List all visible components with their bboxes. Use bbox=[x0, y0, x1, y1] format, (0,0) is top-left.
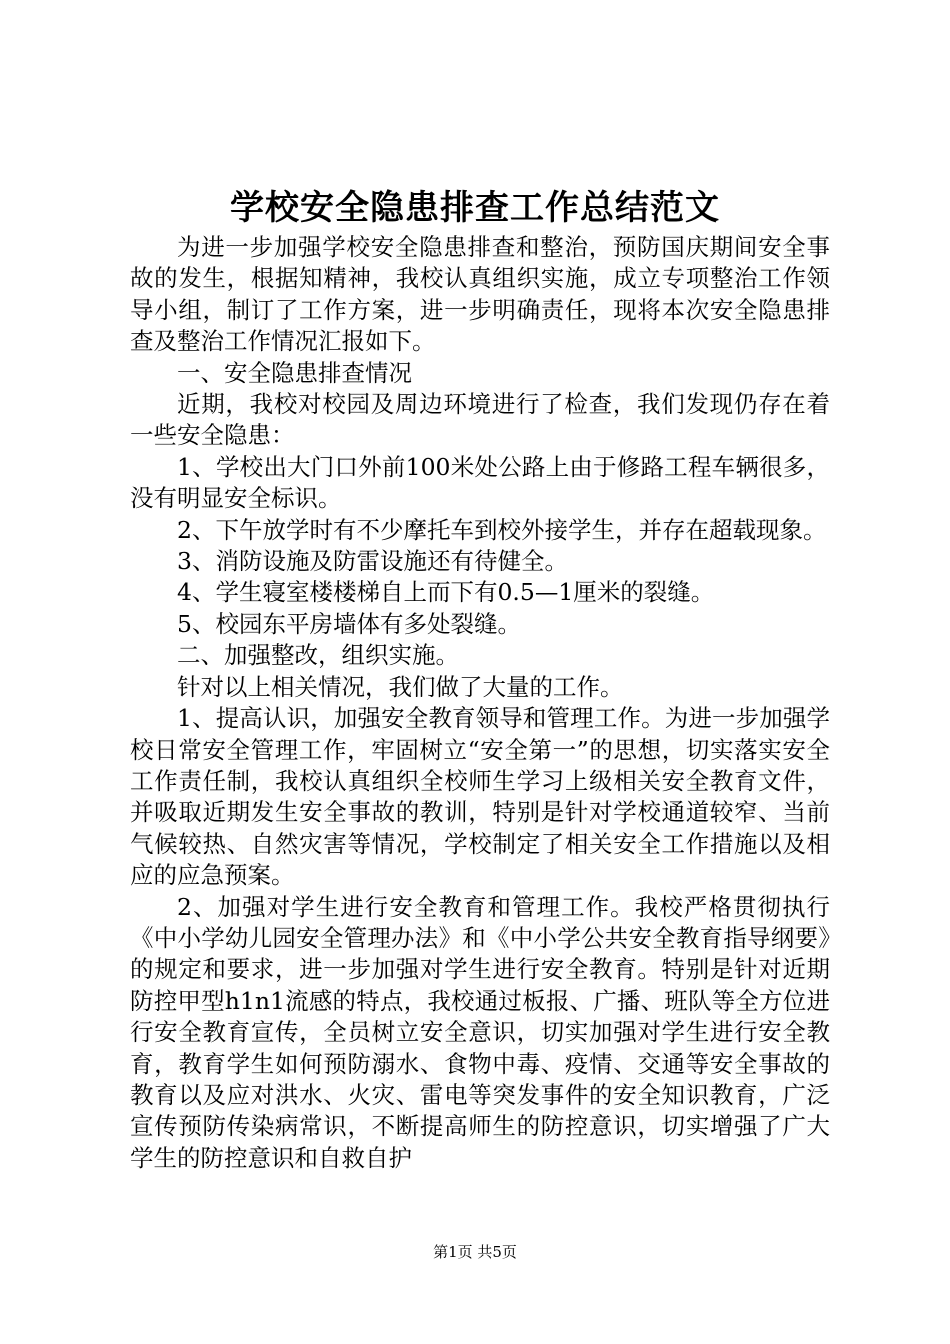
section-heading-1: 一、安全隐患排查情况 bbox=[177, 358, 412, 387]
list-item: 5、校园东平房墙体有多处裂缝。 bbox=[177, 609, 521, 638]
paragraph: 1、提高认识，加强安全教育领导和管理工作。为进一步加强学校日常安全管理工作，牢固树立“安全第一”的思想，切实落实安全工作责任制，我校认真组织全校师生学习上级相关安全教育文件，并吸取近期发生安全事故的教训，特别是针对学校通道较窄、当前气候较热、自然灾害等情况，学校制定了相关安全工作措施以及相应的应急预案。 bbox=[130, 704, 830, 890]
document-title: 学校安全隐患排查工作总结范文 bbox=[230, 188, 720, 228]
document-body bbox=[130, 232, 830, 1174]
list-item: 3、消防设施及防雷设施还有待健全。 bbox=[177, 547, 568, 576]
paragraph: 2、加强对学生进行安全教育和管理工作。我校严格贯彻执行《中小学幼儿园安全管理办法》和《中小学公共安全教育指导纲要》的规定和要求，进一步加强对学生进行安全教育。特别是针对近期防控甲型h1n1流感的特点，我校通过板报、广播、班队等全方位进行安全教育宣传，全员树立安全意识，切实加强对学生进行安全教育，教育学生如何预防溺水、食物中毒、疫情、交通等安全事故的教育以及应对洪水、火灾、雷电等突发事件的安全知识教育，广泛宣传预防传染病常识，不断提高师生的防控意识，切实增强了广大学生的防控意识和自救自护 bbox=[130, 892, 830, 1172]
list-item: 4、学生寝室楼楼梯自上而下有0.5—1厘米的裂缝。 bbox=[177, 578, 715, 607]
paragraph-intro: 为进一步加强学校安全隐患排查和整治，预防国庆期间安全事故的发生，根据知精神，我校认真组织实施，成立专项整治工作领导小组，制订了工作方案，进一步明确责任，现将本次安全隐患排查及整治工作情况汇报如下。 bbox=[130, 233, 830, 356]
list-item: 1、学校出大门口外前100米处公路上由于修路工程车辆很多，没有明显安全标识。 bbox=[130, 452, 830, 513]
page-footer: 第1页 共5页 bbox=[433, 1243, 517, 1261]
paragraph: 近期，我校对校园及周边环境进行了检查，我们发现仍存在着一些安全隐患： bbox=[130, 390, 830, 450]
paragraph: 针对以上相关情况，我们做了大量的工作。 bbox=[177, 672, 624, 701]
section-heading-2: 二、加强整改，组织实施。 bbox=[177, 641, 459, 670]
list-item: 2、下午放学时有不少摩托车到校外接学生，并存在超载现象。 bbox=[177, 515, 827, 544]
